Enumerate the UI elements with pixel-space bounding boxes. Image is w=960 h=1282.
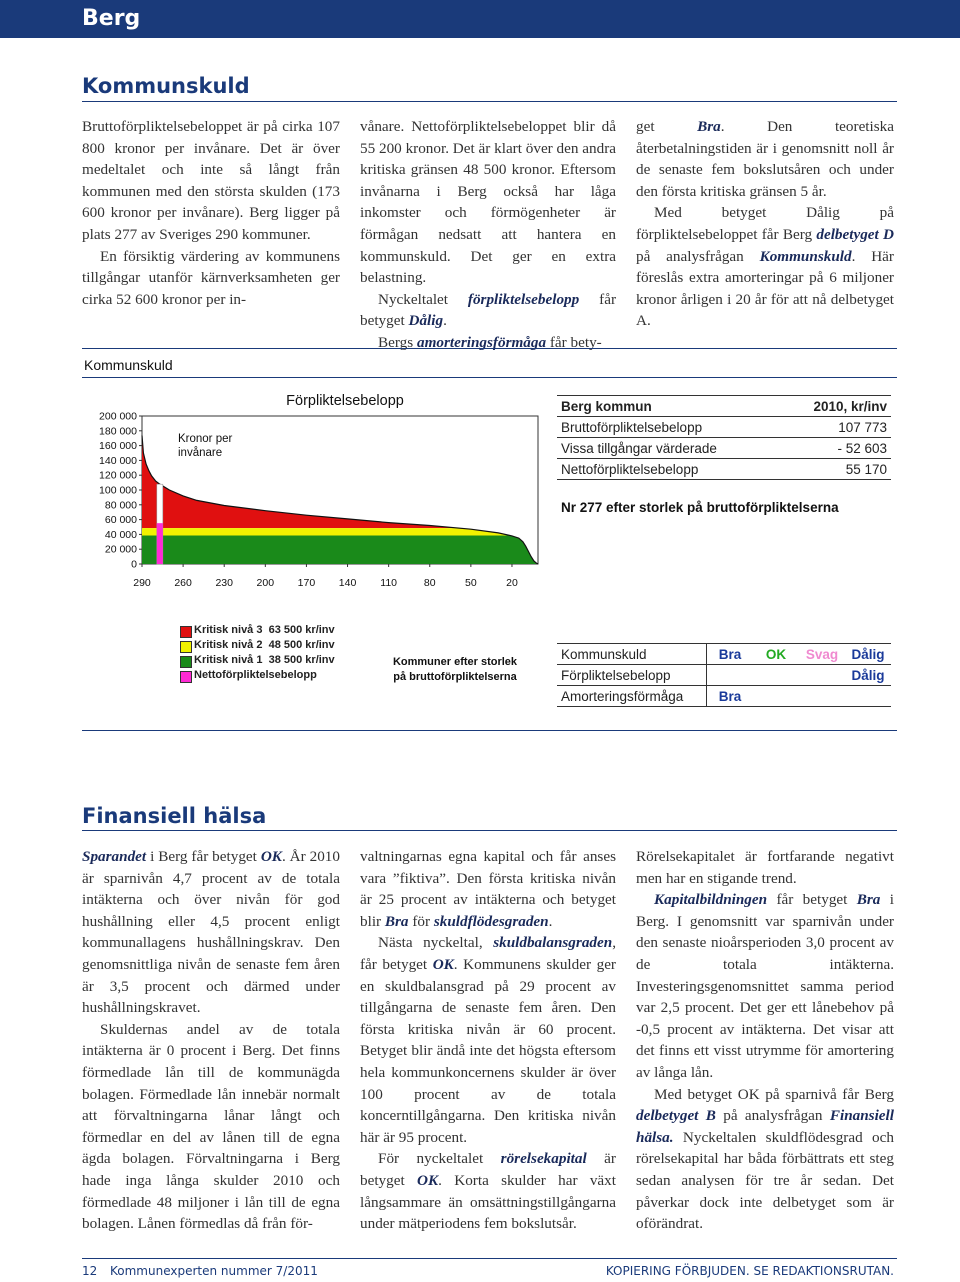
paragraph <box>360 932 616 1148</box>
paragraph <box>636 202 894 332</box>
text: Nyckeltalen skuldflödesgrad och rörelsekapital har båda förbättrats ett steg sedan analysen för tre år sedan. Det påverkar dock inte delbetyget som är oförändrat. <box>636 1128 894 1233</box>
text: i Berg. I genomsnitt var sparnivån under den senaste nioårsperioden 3,0 procent av de totala intäkterna. Investeringsgenomsnittet samma period var 2,5 procent. Det ger ett lånebehov på -0,5 procent av intäkterna. Det visar att det finns ett visst utrymme för amortering av långa lån. <box>636 891 894 1081</box>
section-title-finansiell-halsa: Finansiell hälsa <box>82 804 267 828</box>
x-tick-label: 170 <box>297 577 316 589</box>
legend-swatch <box>180 671 192 683</box>
paragraph <box>360 332 616 354</box>
grade-row <box>557 686 891 707</box>
text: för <box>408 912 434 930</box>
text: Nästa nyckeltal, <box>378 934 494 952</box>
paragraph: En försiktig värdering av kommunens tillgångar utanför kärnverksamheten ger cirka 52 600 kronor per in- <box>82 247 340 308</box>
text: . Den teoretiska återbetalningstiden är i genomsnitt noll år de senaste fem bokslutsåren och under den första kritiska gränsen 5 år. <box>636 118 894 200</box>
footer-publication: Kommunexperten nummer 7/2011 <box>110 1264 318 1278</box>
info-label: Bruttoförpliktelsebelopp <box>561 419 703 435</box>
paragraph: Skuldernas andel av de totala intäkterna är 0 procent i Berg. Det finns förmedlade lån till de kommunägda bolagen. Förmedlade lån innebär normalt att förvaltningarna lånar långt och förmedlar en del av lånen till de egna ägda bolagen. Förvaltningarna i Berg hade inga långa skulder 2010 och förmedlade 48 miljoner i lån till de egna bolagen. Lånen förmedlas då från för- <box>82 1020 340 1233</box>
text: på analysfrågan <box>636 247 760 265</box>
text: . Korta skulder har växt långsammare än omsättningstillgångarna under mätperiodens fem bokslutsår. <box>360 1171 616 1233</box>
keyword: Kapitalbildningen <box>654 891 768 909</box>
legend-label: Kritisk nivå 3 63 500 kr/inv <box>194 624 335 636</box>
paragraph: Rörelsekapitalet är fortfarande negativt men har en stigande trend. <box>636 848 894 887</box>
legend-label: Nettoförpliktelsebelopp <box>194 669 317 681</box>
x-tick-label: 230 <box>215 577 233 589</box>
y-tick-label: 80 000 <box>104 499 137 512</box>
paragraph <box>636 889 894 1083</box>
text-column-3 <box>636 116 894 332</box>
berg-info-table <box>557 395 891 480</box>
keyword: skuldbalansgraden <box>493 934 613 952</box>
paragraph <box>636 116 894 202</box>
netto-marker <box>157 523 163 564</box>
chart-title: Förpliktelsebelopp <box>286 393 404 409</box>
grade: OK <box>432 955 454 973</box>
text: . Kommunens skulder ger en skuldbalansgrad på 29 procent av tillgångarna de senaste fem åren. Den första kritiska nivån är 60 procent. Betyget blir ändå inte det högsta eftersom hela kommunkoncernens skulder är över 100 procent av de totala koncerntillgångarna. Den kritiska nivån här är 95 procent. <box>360 955 616 1146</box>
grade: Dålig <box>408 312 444 330</box>
x-caption-line: på bruttoförpliktelserna <box>393 671 517 683</box>
grade-cell <box>799 665 845 686</box>
text: får betyget <box>767 891 857 909</box>
text: Med betyget OK på sparnivå får Berg <box>654 1085 894 1103</box>
grade-label: Förpliktelsebelopp <box>561 667 671 683</box>
paragraph: vånare. Nettoförpliktelsebeloppet blir då 55 200 kronor. Det är klart över den andra kritiska gränsen 48 500 kronor. Eftersom invånarna i Berg också har låga inkomster och förmögenheter är förmågan nedsatt att hantera en kommunskuld. Det ger en extra belastning. <box>360 118 616 287</box>
text: Med betyget Dålig på förpliktelsebeloppet får Berg <box>636 204 894 243</box>
municipality-title: Berg <box>82 6 141 31</box>
x-tick-label: 50 <box>465 577 477 589</box>
keyword: Sparandet <box>82 848 147 865</box>
text-column-3 <box>636 846 894 1235</box>
grade-cell <box>753 686 799 707</box>
text: get <box>636 118 698 135</box>
paragraph <box>360 1148 616 1234</box>
text: i Berg får betyget <box>146 848 261 865</box>
footer-page-number: 12 <box>82 1264 98 1278</box>
text: valtningarnas egna kapital och får anses vara ”fiktiva”. Den första kritiska nivån är 25 procent av intäkterna och betyget blir <box>360 848 616 930</box>
keyword: skuldflödesgraden <box>433 912 549 930</box>
forpliktelse-chart <box>80 386 550 601</box>
grade-cell: OK <box>765 646 787 662</box>
text: För nyckeltalet <box>378 1150 501 1168</box>
y-tick-label: 200 000 <box>99 410 137 423</box>
y-tick-label: 40 000 <box>104 528 137 541</box>
info-label: Nettoförpliktelsebelopp <box>561 461 699 477</box>
rank-text: Nr 277 efter storlek på bruttoförpliktelserna <box>561 500 839 515</box>
box-title-rule <box>82 377 897 378</box>
keyword: delbetyget D <box>816 225 894 243</box>
y-tick-label: 20 000 <box>104 543 137 556</box>
section-rule <box>82 101 897 102</box>
grade-row <box>557 644 891 665</box>
x-axis-caption <box>380 655 530 685</box>
keyword: Finansiell hälsa. <box>636 1107 894 1146</box>
grade-cell: Svag <box>805 646 839 662</box>
grade-cell: Bra <box>707 644 754 665</box>
paragraph <box>360 289 616 332</box>
legend-label: Kritisk nivå 2 48 500 kr/inv <box>194 639 335 651</box>
info-header-left: Berg kommun <box>561 398 652 414</box>
legend-swatch <box>180 641 192 653</box>
grade-cell: Dålig <box>851 667 885 683</box>
level-band-3 <box>142 536 538 564</box>
grade: OK <box>260 848 282 865</box>
text: får bety- <box>546 333 602 351</box>
info-value: 55 170 <box>845 461 887 477</box>
y-tick-label: 100 000 <box>99 484 137 497</box>
y-tick-label: 140 000 <box>99 454 137 467</box>
chart-ylabel-line-1: Kronor per <box>178 433 233 445</box>
info-value: 107 773 <box>838 419 887 435</box>
grade: OK <box>417 1171 439 1189</box>
text: , får betyget <box>360 934 616 973</box>
x-tick-label: 200 <box>256 577 275 589</box>
text: Bergs <box>378 333 417 351</box>
grade-cell <box>707 665 754 686</box>
x-tick-label: 80 <box>423 577 436 589</box>
box-top-rule <box>82 348 897 349</box>
y-tick-label: 60 000 <box>104 514 137 527</box>
grade: Bra <box>856 891 881 909</box>
keyword: amorteringsförmåga <box>416 333 547 351</box>
legend-swatch <box>180 656 192 668</box>
info-value: - 52 603 <box>837 440 887 456</box>
text: Nyckeltalet <box>378 290 468 308</box>
text-column-2 <box>360 846 616 1235</box>
text: är betyget <box>360 1150 616 1189</box>
y-tick-label: 180 000 <box>99 425 137 438</box>
paragraph <box>82 846 340 1019</box>
paragraph <box>636 1084 894 1235</box>
footer-copyright: KOPIERING FÖRBJUDEN. SE REDAKTIONSRUTAN. <box>605 1264 894 1278</box>
text-column-2 <box>360 116 616 354</box>
section-title-kommunskuld: Kommunskuld <box>82 74 250 98</box>
keyword: Kommunskuld <box>759 247 852 265</box>
y-tick-label: 0 <box>131 558 137 571</box>
grade-label: Kommunskuld <box>561 646 647 662</box>
y-tick-label: 160 000 <box>99 440 137 453</box>
text-column-1 <box>82 846 340 1235</box>
section-rule <box>82 830 897 831</box>
grade-cell: Dålig <box>851 646 885 662</box>
grade: Bra <box>384 912 409 930</box>
grade-cell <box>753 665 799 686</box>
grade: Bra <box>697 118 721 135</box>
grade-label: Amorteringsförmåga <box>561 688 684 704</box>
grade-cell <box>845 686 891 707</box>
x-tick-label: 140 <box>338 577 357 589</box>
x-tick-label: 20 <box>506 577 518 589</box>
keyword: förpliktelsebelopp <box>467 290 580 308</box>
x-tick-label: 110 <box>380 577 398 589</box>
x-tick-label: 290 <box>133 577 151 589</box>
box-title: Kommunskuld <box>84 357 173 373</box>
text-column-1 <box>82 116 340 310</box>
grade-row <box>557 665 891 686</box>
legend-label: Kritisk nivå 1 38 500 kr/inv <box>194 654 335 666</box>
text: . Här föreslås extra amorteringar på 6 miljoner kronor årligen i 20 år för att nå delbetyget A. <box>636 247 894 330</box>
paragraph: Bruttoförpliktelsebeloppet är på cirka 107 800 kronor per invånare. Det är över medeltalet och inte så långt från kommunen med den största skulden (173 600 kronor per invånare). Berg ligger på plats 277 av Sveriges 290 kommuner. <box>82 118 340 243</box>
footer-rule <box>82 1258 897 1259</box>
keyword: delbetyget B <box>636 1107 716 1125</box>
x-caption-line: Kommuner efter storlek <box>392 656 518 668</box>
info-row <box>557 417 891 438</box>
info-label: Vissa tillgångar värderade <box>561 440 717 456</box>
keyword: rörelsekapital <box>500 1150 587 1168</box>
text: . <box>548 912 553 930</box>
info-header-row <box>557 396 891 417</box>
text: . <box>443 312 447 330</box>
header-bar <box>0 0 960 38</box>
chart-ylabel-line-2: invånare <box>178 447 223 459</box>
text: . År 2010 är sparnivån 4,7 procent av de totala intäkterna och över nivån för god hushållning eller 4,5 procent enligt kommunallagens hushållningskrav. Den genomsnittliga nivån de senaste fem åren är 3,5 procent och därmed under hushållningskravet. <box>82 848 340 1017</box>
text: får betyget <box>360 290 616 330</box>
info-header-right: 2010, kr/inv <box>813 398 887 414</box>
paragraph <box>360 846 616 932</box>
info-row <box>557 438 891 459</box>
legend-swatch <box>180 626 192 638</box>
text: på analysfrågan <box>715 1107 830 1125</box>
box-bottom-rule <box>82 730 897 731</box>
grade-cell: Bra <box>707 686 754 707</box>
x-tick-label: 260 <box>174 577 192 589</box>
info-row <box>557 459 891 480</box>
y-tick-label: 120 000 <box>99 469 137 482</box>
grade-table <box>557 643 891 707</box>
grade-cell <box>799 686 845 707</box>
